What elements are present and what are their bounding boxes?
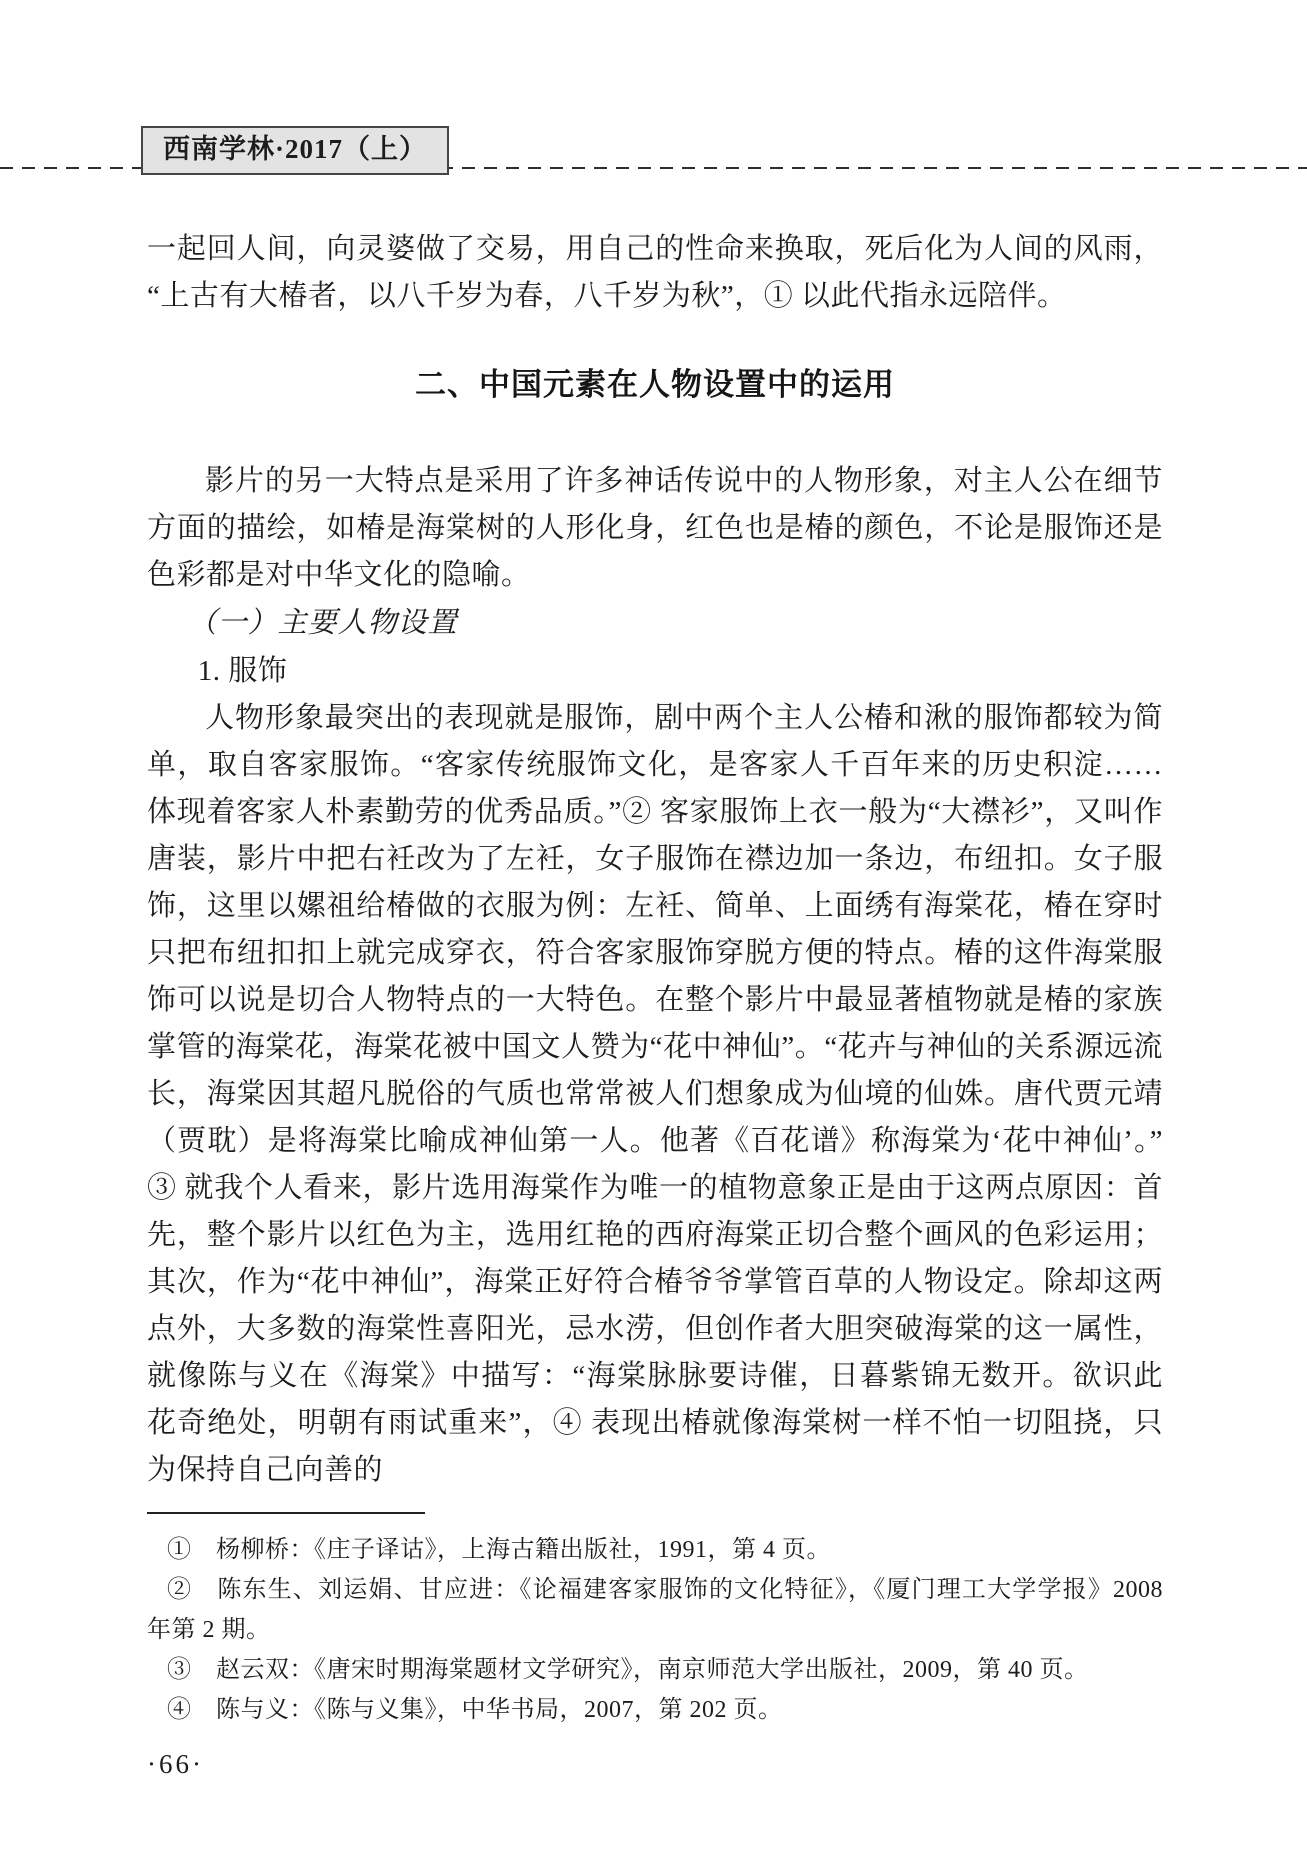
paragraph-continuation: 一起回人间，向灵婆做了交易，用自己的性命来换取，死后化为人间的风雨，“上古有大椿者，以八千岁为春，八千岁为秋”，① 以此代指永远陪伴。	[147, 233, 1163, 312]
footnote-separator-line	[147, 1512, 425, 1514]
footnote-1: ① 杨柳桥：《庄子译诂》，上海古籍出版社，1991，第 4 页。	[167, 1537, 831, 1563]
footnote-2: ② 陈东生、刘运娟、甘应进：《论福建客家服饰的文化特征》，《厦门理工大学学报》2008 年第 2 期。	[147, 1577, 1163, 1643]
section-heading: 二、中国元素在人物设置中的运用	[415, 367, 895, 402]
footnotes-block	[147, 1530, 1163, 1730]
subsection-heading-costume: 1. 服饰	[197, 655, 288, 687]
page-number: ·66·	[147, 1749, 204, 1779]
page-body	[147, 226, 1163, 1782]
paragraph-intro: 影片的另一大特点是采用了许多神话传说中的人物形象，对主人公在细节方面的描绘，如椿是海棠树的人形化身，红色也是椿的颜色，不论是服饰还是色彩都是对中华文化的隐喻。	[147, 465, 1163, 591]
subsection-heading-main-characters: （一）主要人物设置	[187, 607, 458, 639]
footnote-3: ③ 赵云双：《唐宋时期海棠题材文学研究》，南京师范大学出版社，2009，第 40 页。	[167, 1657, 1089, 1683]
footnote-4: ④ 陈与义：《陈与义集》，中华书局，2007，第 202 页。	[167, 1697, 783, 1723]
paragraph-main: 人物形象最突出的表现就是服饰，剧中两个主人公椿和湫的服饰都较为简单，取自客家服饰。“客家传统服饰文化，是客家人千百年来的历史积淀……体现着客家人朴素勤劳的优秀品质。”② 客家服饰上衣一般为“大襟衫”，又叫作唐装，影片中把右衽改为了左衽，女子服饰在襟边加一条边，布纽扣。女子服饰，这里以嫘祖给椿做的衣服为例：左衽、简单、上面绣有海棠花，椿在穿时只把布纽扣扣上就完成穿衣，符合客家服饰穿脱方便的特点。椿的这件海棠服饰可以说是切合人物特点的一大特色。在整个影片中最显著植物就是椿的家族掌管的海棠花，海棠花被中国文人赞为“花中神仙”。“花卉与神仙的关系源远流长，海棠因其超凡脱俗的气质也常常被人们想象成为仙境的仙姝。唐代贾元靖（贾耽）是将海棠比喻成神仙第一人。他著《百花谱》称海棠为‘花中神仙’。”③ 就我个人看来，影片选用海棠作为唯一的植物意象正是由于这两点原因：首先，整个影片以红色为主，选用红艳的西府海棠正切合整个画风的色彩运用；其次，作为“花中神仙”，海棠正好符合椿爷爷掌管百草的人物设定。除却这两点外，大多数的海棠性喜阳光，忌水涝，但创作者大胆突破海棠的这一属性，就像陈与义在《海棠》中描写：“海棠脉脉要诗催，日暮紫锦无数开。欲识此花奇绝处，明朝有雨试重来”，④ 表现出椿就像海棠树一样不怕一切阻挠，只为保持自己向善的	[147, 702, 1163, 1486]
journal-title: 西南学林·2017（上）	[163, 134, 428, 164]
journal-header-box	[141, 126, 449, 175]
